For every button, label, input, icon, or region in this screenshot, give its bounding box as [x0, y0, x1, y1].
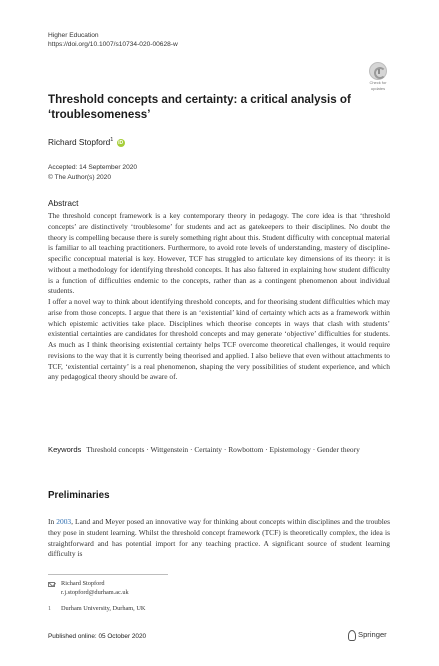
keywords-label: Keywords — [48, 445, 82, 454]
body-paragraph — [48, 517, 390, 560]
author-line — [48, 135, 125, 148]
affiliation-mark: 1 — [48, 605, 52, 613]
author-name[interactable]: Richard Stopford — [48, 136, 111, 147]
publisher-name: Springer — [358, 630, 387, 639]
footnote-divider — [48, 574, 168, 575]
published-online-date: Published online: 05 October 2020 — [48, 633, 147, 640]
article-dates — [48, 163, 137, 182]
copyright: © The Author(s) 2020 — [48, 173, 112, 181]
abstract-body — [48, 211, 390, 383]
doi-link[interactable]: https://doi.org/10.1007/s10734-020-00628-w — [48, 41, 178, 48]
springer-logo — [347, 630, 387, 639]
affiliation: Durham University, Durham, UK — [61, 605, 146, 613]
keywords-list: Threshold concepts · Wittgenstein · Certainty · Rowbottom · Epistemology · Gender theory — [86, 445, 360, 454]
section-heading-preliminaries: Preliminaries — [48, 490, 110, 501]
abstract-paragraph-1: The threshold concept framework is a key contemporary theory in pedagogy. The core idea is that ‘threshold concepts’ are distinctively ‘troublesome’ for students and act as gatekeepers to their disciplines. No doubt the theory is compelling because there is surely something right about this. Student difficulty with conceptual material is familiar to all teaching practitioners. Furthermore, to avoid rote levels of understanding, mastery of discipline-specific conceptual material is key. However, TCF has struggled to articulate key dimensions of its theory: it is without a methodology for identifying threshold concepts. It has also faltered in explaining how student difficulty is a function of difficulties endemic to the concepts, rather than as a contingent phenomenon about individual students. — [48, 211, 390, 296]
footnotes — [48, 580, 145, 614]
body-text-after: , Land and Meyer posed an innovative way for thinking about concepts within disciplines and the troubles they pose in student learning. Whilst the threshold concept framework (TCF) is theoretically complex, the idea is straightforward and has potential import for any teaching practice. A significant source of student learning difficulty is — [48, 517, 390, 559]
abstract-paragraph-2: I offer a novel way to think about identifying threshold concepts, and for theorising student difficulties which may arise from those concepts. I argue that there is an ‘existential’ kind of certainty which acts as a framework within which epistemic activities take place. Disciplines which theorise concepts in ways that clash with students’ existential certainties are candidates for threshold concepts and may generate ‘objective’ difficulties for students. As much as I think theorising existential certainty helps TCF overcome theoretical challenges, it would require revisions to the way that it is currently being theorised and applied. I also believe that even without attachments to TCF, ‘existential certainty’ is a real phenomenon, shaping the very possibilities of student experience, and which any pedagogical theory should be aware of. — [48, 297, 390, 382]
abstract-heading: Abstract — [48, 198, 79, 208]
journal-name: Higher Education — [48, 32, 99, 39]
orcid-icon[interactable]: iD — [118, 139, 124, 146]
springer-horse-icon — [347, 630, 355, 639]
check-for-updates-line1: Check for — [369, 80, 387, 85]
journal-header — [48, 31, 178, 49]
article-title: Threshold concepts and certainty: a critical analysis of ‘troublesomeness’ — [48, 93, 351, 121]
keywords — [48, 445, 390, 456]
check-for-updates-badge[interactable] — [367, 62, 389, 89]
author-affiliation-mark: 1 — [110, 137, 114, 143]
citation-link[interactable]: 2003 — [56, 517, 72, 526]
check-for-updates-icon — [369, 62, 387, 80]
contact-email[interactable]: r.j.stopford@durham.ac.uk — [61, 588, 129, 596]
accepted-date: Accepted: 14 September 2020 — [48, 164, 138, 171]
body-text-before: In — [48, 517, 57, 526]
check-for-updates-line2: updates — [370, 85, 386, 91]
mail-icon — [48, 582, 55, 587]
contact-name: Richard Stopford — [61, 580, 105, 587]
